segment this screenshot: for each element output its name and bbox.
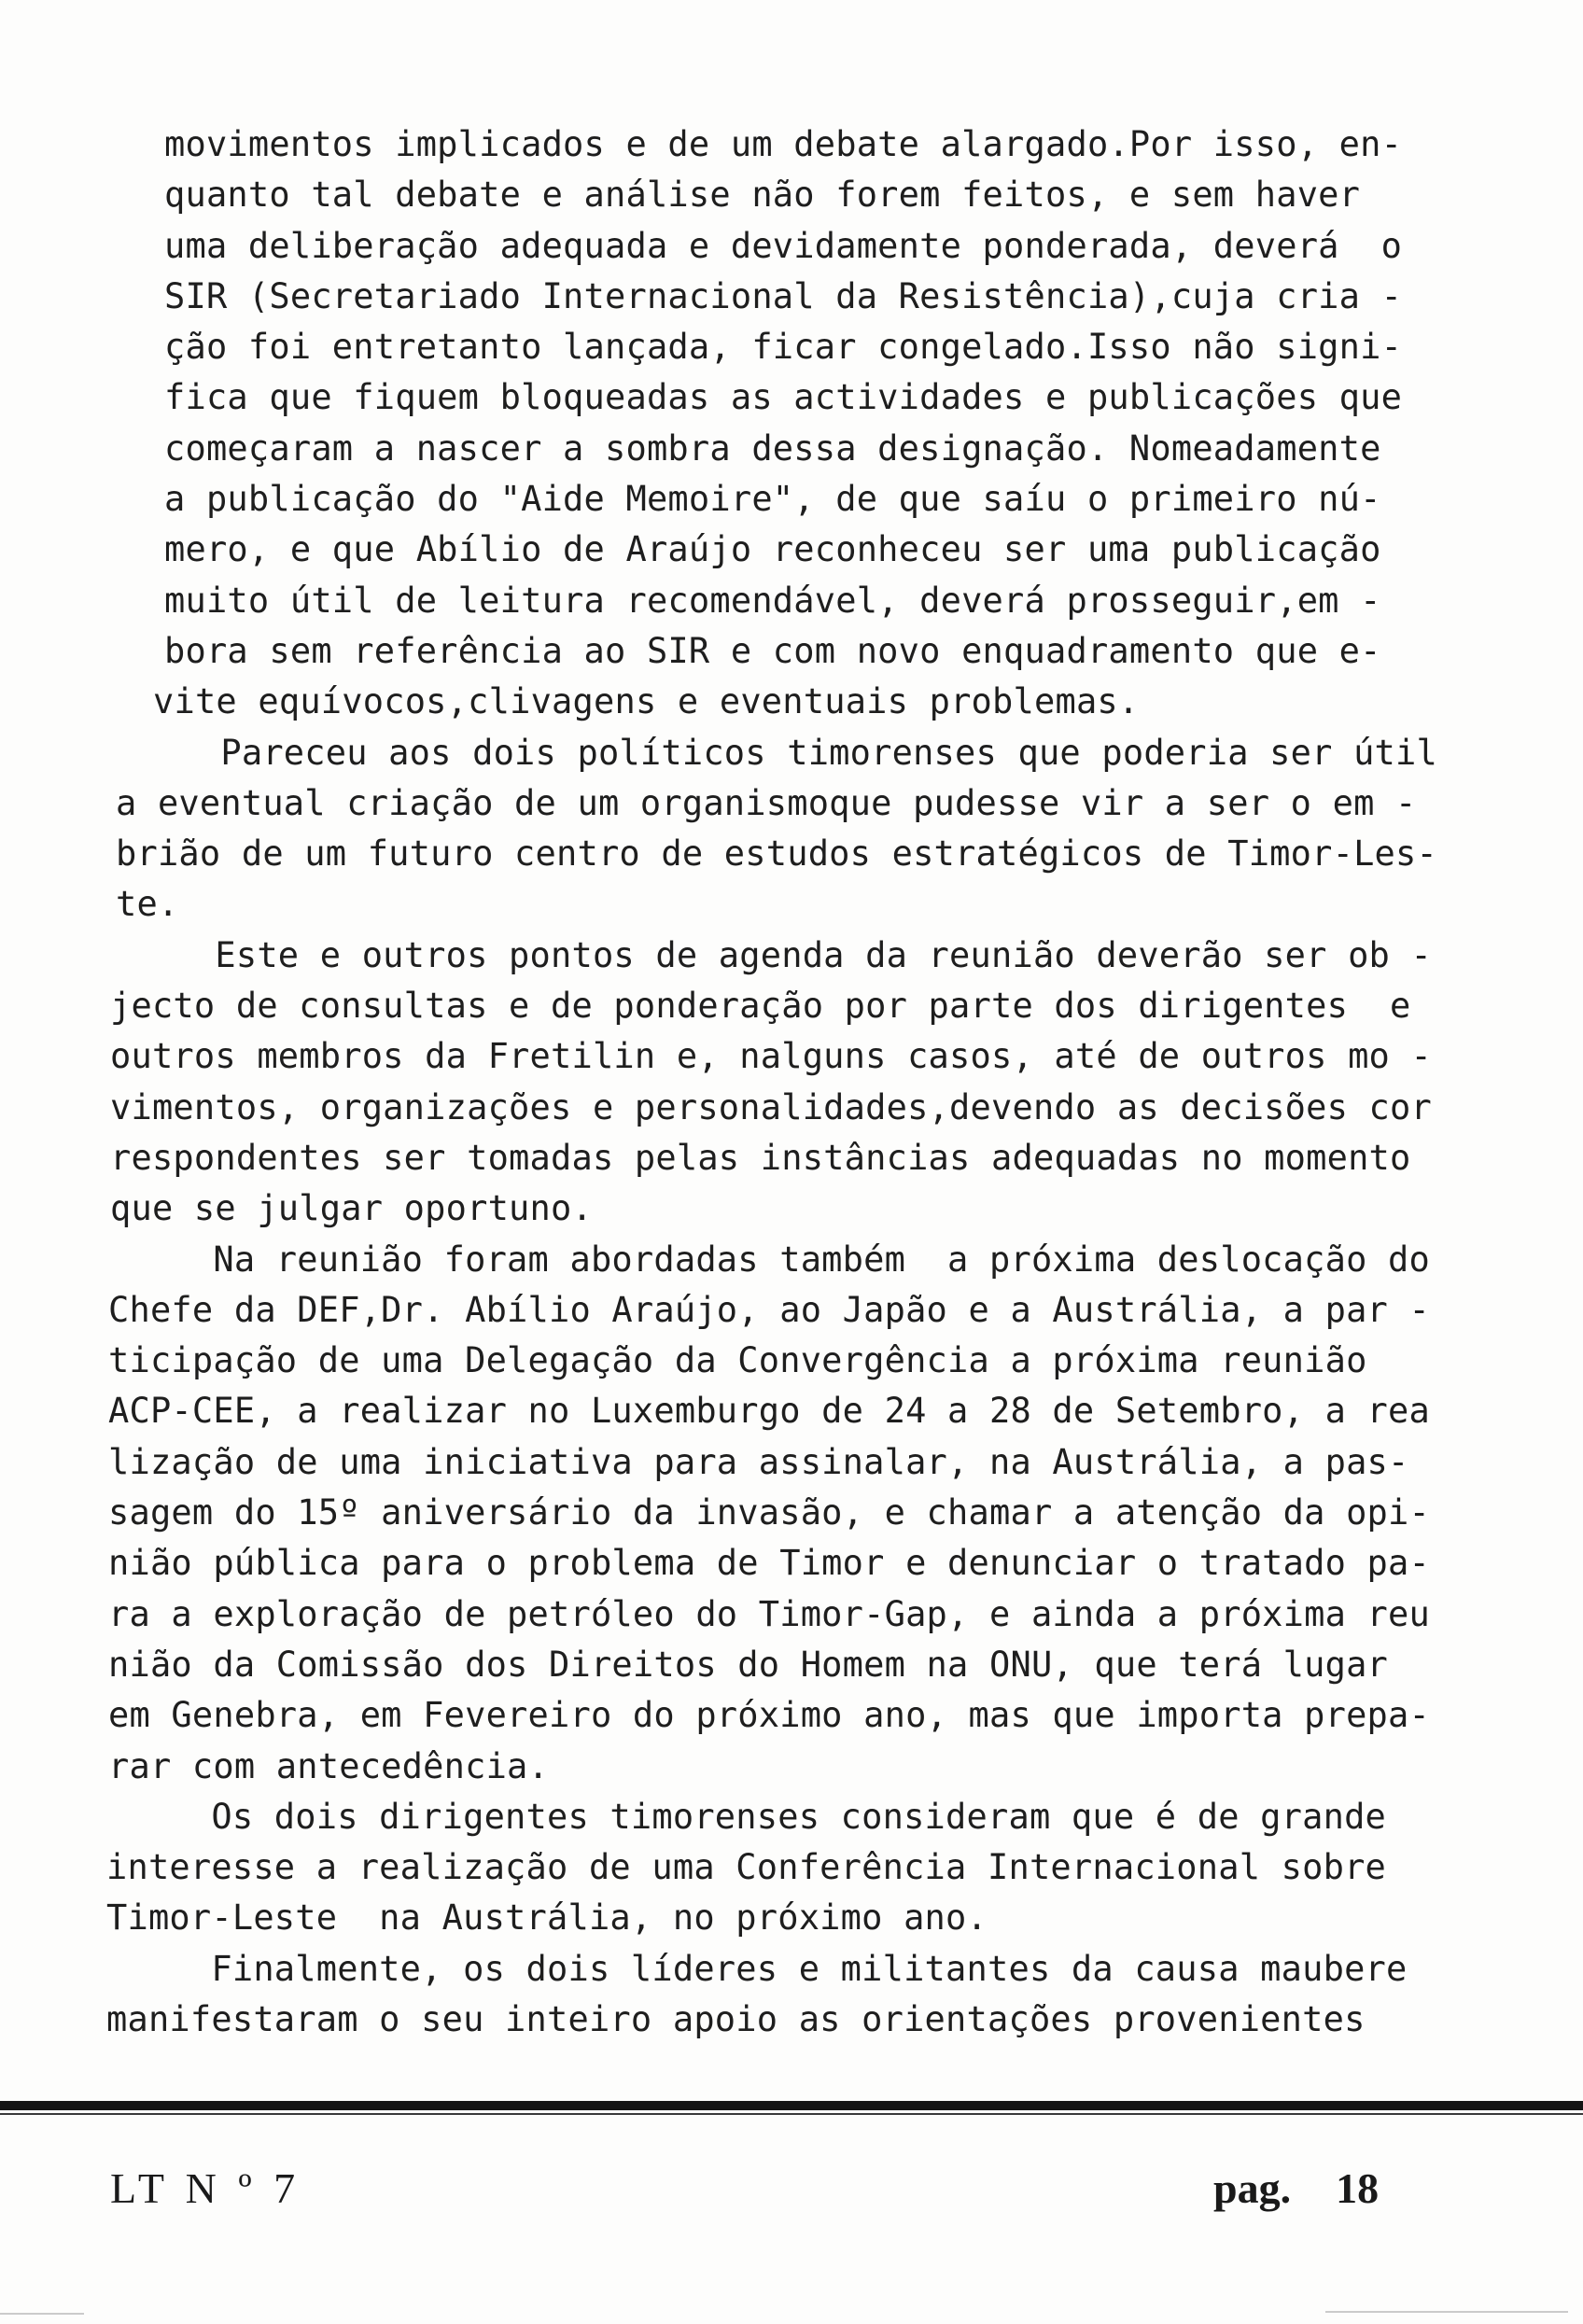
- text-line: muito útil de leitura recomendável, deverá prosseguir,em -: [164, 580, 1381, 621]
- scan-noise: [0, 2313, 84, 2315]
- text-line: vimentos, organizações e personalidades,devendo as decisões cor: [110, 1086, 1432, 1127]
- text-line: respondentes ser tomadas pelas instâncias adequadas no momento: [110, 1137, 1411, 1178]
- text-line: SIR (Secretariado Internacional da Resistência),cuja cria -: [164, 275, 1403, 316]
- page-label: pag.: [1213, 2164, 1292, 2212]
- footer-rule-thin: [0, 2113, 1583, 2115]
- text-line: mero, e que Abílio de Araújo reconheceu ser uma publicação: [164, 529, 1381, 570]
- text-line: ticipação de uma Delegação da Convergência a próxima reunião: [108, 1340, 1367, 1381]
- text-line: vite equívocos,clivagens e eventuais problemas.: [153, 681, 1140, 722]
- text-line: rar com antecedência.: [108, 1745, 549, 1786]
- text-line: que se julgar oportuno.: [110, 1188, 593, 1229]
- text-line: ra a exploração de petróleo do Timor-Gap, e ainda a próxima reu: [108, 1593, 1430, 1634]
- text-line: ção foi entretanto lançada, ficar congelado.Isso não signi-: [164, 327, 1403, 368]
- publication-id: LT N º 7: [110, 2164, 301, 2212]
- text-line: movimentos implicados e de um debate alargado.Por isso, en-: [164, 124, 1403, 164]
- page-number: 18: [1336, 2164, 1380, 2212]
- text-line: uma deliberação adequada e devidamente ponderada, deverá o: [164, 225, 1403, 266]
- text-line: fica que fiquem bloqueadas as actividades e publicações que: [164, 377, 1403, 418]
- scan-noise: [1325, 2311, 1568, 2313]
- text-line: a publicação do "Aide Memoire", de que saíu o primeiro nú-: [164, 479, 1381, 520]
- text-line: Chefe da DEF,Dr. Abílio Araújo, ao Japão e a Austrália, a par -: [108, 1289, 1430, 1330]
- text-line: Os dois dirigentes timorenses consideram que é de grande: [106, 1796, 1387, 1837]
- text-line: a eventual criação de um organismoque pudesse vir a ser o em -: [116, 782, 1417, 823]
- text-line: Finalmente, os dois líderes e militantes da causa maubere: [106, 1948, 1408, 1989]
- text-line: ACP-CEE, a realizar no Luxemburgo de 24 a 28 de Setembro, a rea: [108, 1391, 1430, 1432]
- text-line: Este e outros pontos de agenda da reunião deverão ser ob -: [110, 934, 1432, 975]
- text-line: Pareceu aos dois políticos timorenses que poderia ser útil: [116, 732, 1437, 773]
- text-line: começaram a nascer a sombra dessa designação. Nomeadamente: [164, 427, 1381, 469]
- text-line: te.: [116, 884, 179, 925]
- text-line: nião da Comissão dos Direitos do Homem na ONU, que terá lugar: [108, 1644, 1389, 1685]
- text-line: quanto tal debate e análise não forem feitos, e sem haver: [164, 175, 1361, 216]
- text-line: sagem do 15º aniversário da invasão, e chamar a atenção da opi-: [108, 1492, 1430, 1533]
- page-number-block: [1213, 2163, 1379, 2213]
- text-line: jecto de consultas e de ponderação por parte dos dirigentes e: [110, 986, 1411, 1027]
- text-line: interesse a realização de uma Conferência Internacional sobre: [106, 1847, 1387, 1888]
- text-line: lização de uma iniciativa para assinalar, na Austrália, a pas-: [108, 1441, 1409, 1482]
- text-line: manifestaram o seu inteiro apoio as orientações provenientes: [106, 1998, 1366, 2039]
- text-line: brião de um futuro centro de estudos estratégicos de Timor-Les-: [116, 833, 1437, 875]
- text-line: Na reunião foram abordadas também a próxima deslocação do: [108, 1239, 1430, 1280]
- text-line: em Genebra, em Fevereiro do próximo ano, mas que importa prepa-: [108, 1695, 1430, 1736]
- text-line: nião pública para o problema de Timor e denunciar o tratado pa-: [108, 1543, 1430, 1584]
- text-line: Timor-Leste na Austrália, no próximo ano.: [106, 1897, 988, 1939]
- footer-rule: [0, 2101, 1583, 2110]
- text-line: bora sem referência ao SIR e com novo enquadramento que e-: [164, 630, 1381, 671]
- body-text: [106, 119, 1529, 2045]
- text-line: outros membros da Fretilin e, nalguns casos, até de outros mo -: [110, 1036, 1432, 1077]
